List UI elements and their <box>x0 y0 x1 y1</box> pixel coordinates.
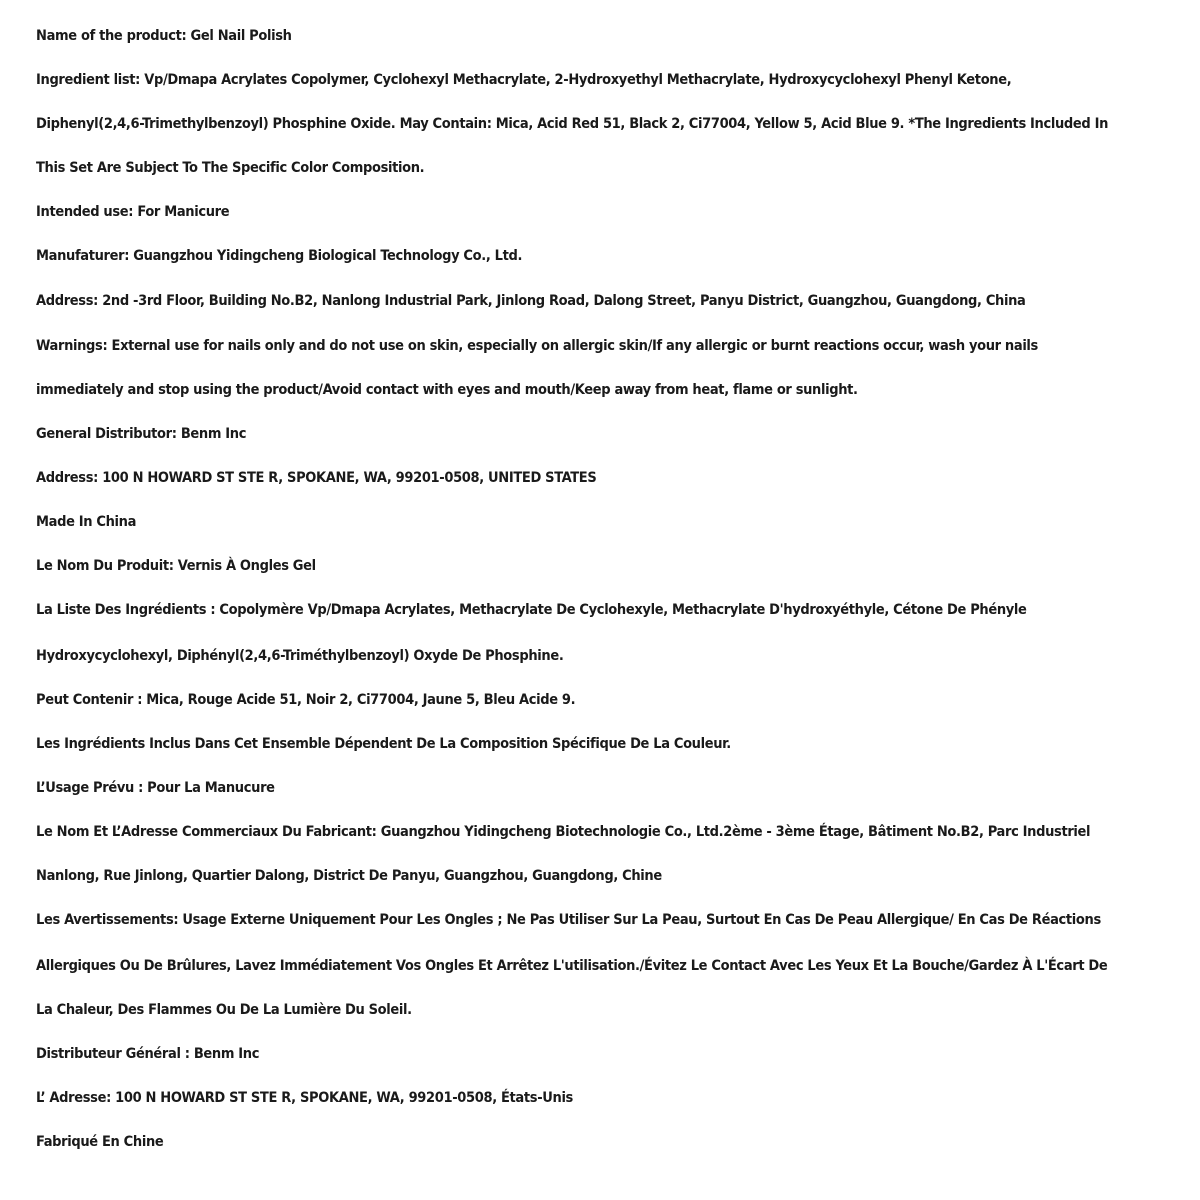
text-line-color-composition: This Set Are Subject To The Specific Color Composition. <box>36 160 425 176</box>
text-line-avertissements-fin: La Chaleur, Des Flammes Ou De La Lumière Du Soleil. <box>36 1002 412 1018</box>
text-line-composition-couleur: Les Ingrédients Inclus Dans Cet Ensemble Dépendent De La Composition Spécifique De La Couleur. <box>36 736 731 752</box>
text-line-distributeur: Distributeur Général : Benm Inc <box>36 1046 260 1062</box>
text-line-distributor-address: Address: 100 N HOWARD ST STE R, SPOKANE, WA, 99201-0508, UNITED STATES <box>36 470 597 486</box>
text-line-fabricant: Le Nom Et L’Adresse Commerciaux Du Fabricant: Guangzhou Yidingcheng Biotechnologie Co., Ltd.2ème - 3ème Étage, Bâtiment No.B2, Parc Industriel <box>36 824 1091 840</box>
text-line-liste-ingredients-cont: Hydroxycyclohexyl, Diphényl(2,4,6-Triméthylbenzoyl) Oxyde De Phosphine. <box>36 648 564 664</box>
text-line-fabricant-adresse: Nanlong, Rue Jinlong, Quartier Dalong, District De Panyu, Guangzhou, Guangdong, Chine <box>36 868 662 884</box>
text-line-warnings-cont: immediately and stop using the product/Avoid contact with eyes and mouth/Keep away from heat, flame or sunlight. <box>36 382 858 398</box>
text-line-ingredient-list: Ingredient list: Vp/Dmapa Acrylates Copolymer, Cyclohexyl Methacrylate, 2-Hydroxyethyl Methacrylate, Hydroxycyclohexyl Phenyl Ketone, <box>36 72 1012 88</box>
text-line-ingredient-list-cont: Diphenyl(2,4,6-Trimethylbenzoyl) Phosphine Oxide. May Contain: Mica, Acid Red 51, Black 2, Ci77004, Yellow 5, Acid Blue 9. *The Ingredients Included In <box>36 116 1109 132</box>
text-line-avertissements-cont: Allergiques Ou De Brûlures, Lavez Immédiatement Vos Ongles Et Arrêtez L'utilisation./Évitez Le Contact Avec Les Yeux Et La Bouche/Gardez À L'Écart De <box>36 958 1108 974</box>
text-line-product-name: Name of the product: Gel Nail Polish <box>36 28 292 44</box>
text-line-warnings: Warnings: External use for nails only and do not use on skin, especially on allergic skin/If any allergic or burnt reactions occur, wash your nails <box>36 338 1038 354</box>
text-line-manufacturer: Manufaturer: Guangzhou Yidingcheng Biological Technology Co., Ltd. <box>36 248 523 264</box>
text-line-liste-ingredients: La Liste Des Ingrédients : Copolymère Vp/Dmapa Acrylates, Methacrylate De Cyclohexyle, Methacrylate D'hydroxyéthyle, Cétone De Phényle <box>36 602 1027 618</box>
text-line-manufacturer-address: Address: 2nd -3rd Floor, Building No.B2, Nanlong Industrial Park, Jinlong Road, Dalong Street, Panyu District, Guangzhou, Guangdong, China <box>36 293 1026 309</box>
text-line-distributeur-adresse: L’ Adresse: 100 N HOWARD ST STE R, SPOKANE, WA, 99201-0508, États-Unis <box>36 1090 573 1106</box>
text-line-peut-contenir: Peut Contenir : Mica, Rouge Acide 51, Noir 2, Ci77004, Jaune 5, Bleu Acide 9. <box>36 692 576 708</box>
text-line-fabrique: Fabriqué En Chine <box>36 1134 164 1150</box>
text-line-usage-prevu: L’Usage Prévu : Pour La Manucure <box>36 780 275 796</box>
text-line-nom-du-produit: Le Nom Du Produit: Vernis À Ongles Gel <box>36 558 316 574</box>
text-line-avertissements: Les Avertissements: Usage Externe Uniquement Pour Les Ongles ; Ne Pas Utiliser Sur La Peau, Surtout En Cas De Peau Allergique/ En Cas De Réactions <box>36 912 1101 928</box>
text-line-distributor: General Distributor: Benm Inc <box>36 426 247 442</box>
text-line-origin: Made In China <box>36 514 137 530</box>
text-line-intended-use: Intended use: For Manicure <box>36 204 230 220</box>
